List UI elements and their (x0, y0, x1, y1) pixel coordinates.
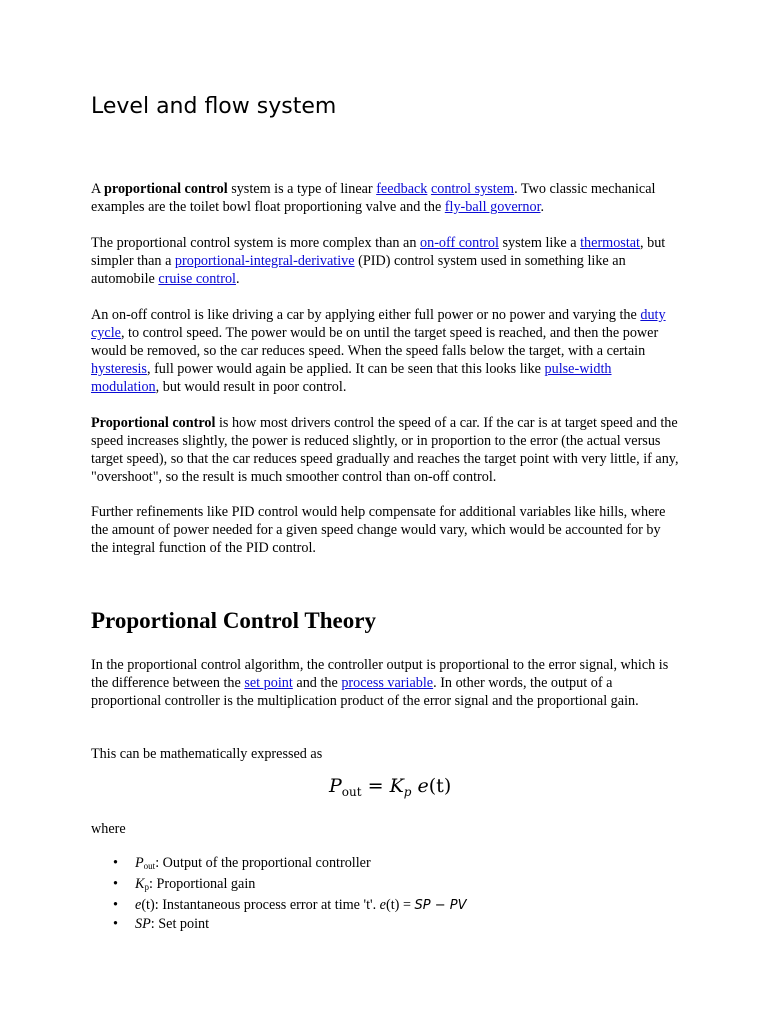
bold-term: proportional control (104, 181, 228, 197)
symbol-arg: (t) (385, 897, 400, 913)
equals: = (399, 897, 415, 913)
text: (PID) control system used in something like an automobile (91, 253, 626, 287)
link-set-point[interactable]: set point (244, 675, 293, 691)
section-heading: Proportional Control Theory (91, 608, 376, 633)
equation: SP − PV (414, 898, 467, 913)
list-item (113, 854, 466, 875)
paragraph-expression-intro: This can be mathematically expressed as (91, 746, 323, 762)
text: , full power would again be applied. It can be seen that this looks like (146, 361, 545, 377)
text: , but simpler than a (91, 235, 666, 269)
text: An on-off control is like driving a car by applying either full power or no power and varying the (91, 307, 641, 323)
symbol: SP (135, 916, 151, 932)
link-control-system[interactable]: control system (430, 181, 515, 197)
paragraph-intro (91, 180, 679, 216)
symbol-arg: (t) (141, 897, 155, 913)
link-feedback[interactable]: feedback (376, 181, 428, 197)
text: The proportional control system is more complex than an (91, 235, 420, 251)
link-fly-ball-governor[interactable]: fly-ball governor (444, 199, 541, 215)
symbol: e (379, 897, 386, 913)
text: , to control speed. The power would be on until the target speed is reached, and then the power would be removed, so the car reduces speed. When the speed falls below the target, with a certain (91, 325, 659, 359)
page-title: Level and flow system (91, 94, 337, 119)
formula-p-out (329, 775, 451, 799)
symbol: e (135, 897, 142, 913)
link-pulse-width-modulation[interactable]: pulse-width modulation (91, 361, 612, 395)
definition: : Instantaneous process error at time 't'. (154, 897, 380, 913)
definition: : Set point (150, 916, 210, 932)
link-pid[interactable]: proportional-integral-derivative (174, 253, 355, 269)
link-hysteresis[interactable]: hysteresis (91, 361, 147, 377)
formula-arg: (t) (428, 775, 452, 797)
paragraph-algorithm (91, 656, 679, 710)
text: A (91, 181, 105, 197)
text: system like a (498, 235, 581, 251)
formula-subscript: p (403, 785, 412, 799)
paragraph-proportional (91, 414, 679, 486)
list-item (113, 896, 466, 915)
text: . (236, 271, 240, 287)
formula-symbol: P (329, 775, 342, 797)
symbol: K (135, 876, 145, 892)
text: In the proportional control algorithm, the controller output is proportional to the error signal, which is the difference between the (91, 657, 669, 691)
definition: : Proportional gain (148, 876, 256, 892)
list-item (113, 875, 466, 896)
paragraph-on-off (91, 306, 679, 396)
link-thermostat[interactable]: thermostat (580, 235, 640, 251)
text: . In other words, the output of a proportional controller is the multiplication product of the error signal and the proportional gain. (91, 675, 639, 709)
text: is how most drivers control the speed of a car. If the car is at target speed and the speed increases slightly, the power is reduced slightly, or in proportion to the error (the actual versus target speed), so that the car reduces speed gradually and reaches the target point with very little, if any, "overshoot", so the result is much smoother control than on-off control. (91, 415, 679, 485)
text: and the (292, 675, 342, 691)
link-cruise-control[interactable]: cruise control (158, 271, 236, 287)
link-process-variable[interactable]: process variable (341, 675, 434, 691)
formula-subscript: out (341, 785, 362, 799)
paragraph-where: where (91, 821, 126, 837)
formula-equals: = (361, 775, 390, 797)
link-duty-cycle[interactable]: duty cycle (91, 307, 666, 341)
formula-symbol: e (411, 775, 429, 797)
bullet: • (113, 916, 118, 932)
text: . (540, 199, 545, 215)
list-item (113, 915, 466, 933)
formula-symbol: K (389, 775, 404, 797)
definition: : Output of the proportional controller (155, 855, 371, 871)
text: Further refinements like PID control would help compensate for additional variables like hills, where the amount of power needed for a given speed change would vary, which would be accounted for by the integral function of the PID control. (91, 504, 666, 556)
symbol: P (135, 855, 144, 871)
text: , but would result in poor control. (155, 379, 347, 395)
paragraph-refinements (91, 503, 679, 557)
bullet: • (113, 855, 118, 871)
bullet: • (113, 897, 118, 913)
definition-list (113, 854, 466, 933)
subscript: p (144, 882, 149, 892)
paragraph-complexity (91, 234, 679, 288)
text: . Two classic mechanical examples are the toilet bowl float proportioning valve and the (91, 181, 656, 215)
link-on-off-control[interactable]: on-off control (420, 235, 499, 251)
subscript: out (143, 861, 156, 871)
text: system is a type of linear (227, 181, 377, 197)
bullet: • (113, 876, 118, 892)
bold-term: Proportional control (91, 415, 216, 431)
